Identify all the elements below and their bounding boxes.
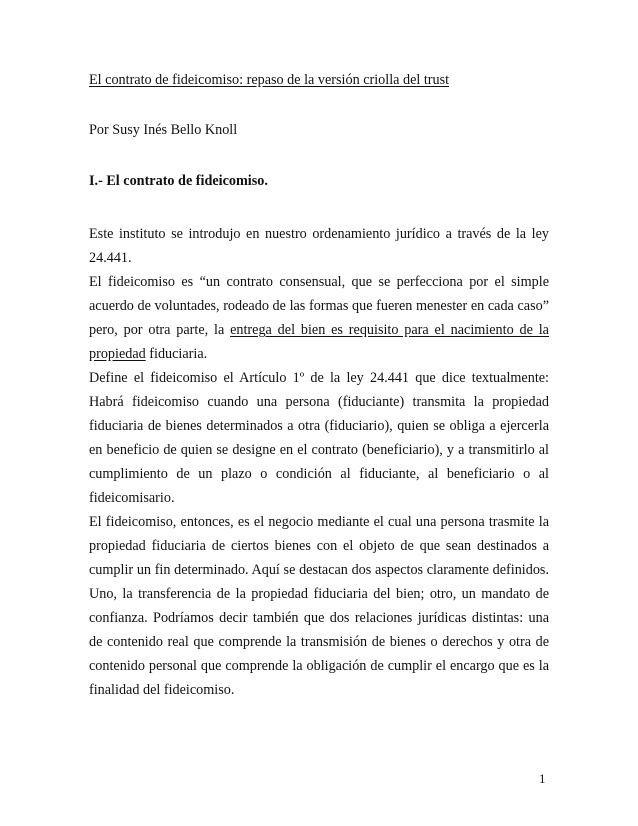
body-text bbox=[89, 222, 549, 702]
paragraph-2 bbox=[89, 270, 549, 366]
paragraph-2-text-start: El fideicomiso es “un contrato consensual, que se perfecciona por el simple acuerdo de voluntades, rodeado de las formas que fueren menester en cada caso” pero, por otra parte, la bbox=[89, 274, 549, 338]
author-line: Por Susy Inés Bello Knoll bbox=[89, 122, 238, 138]
page-number: 1 bbox=[539, 771, 546, 786]
paragraph-4: El fideicomiso, entonces, es el negocio mediante el cual una persona trasmite la propiedad fiduciaria de ciertos bienes con el objeto de que sean destinados a cumplir un fin determinado. Aquí se destacan dos aspectos claramente definidos. Uno, la transferencia de la propiedad fiduciaria del bien; otro, un mandato de confianza. Podríamos decir también que dos relaciones jurídicas distintas: una de contenido real que comprende la transmisión de bienes o derechos y otra de contenido personal que comprende la obligación de cumplir el encargo que es la finalidad del fideicomiso. bbox=[89, 514, 549, 698]
paragraph-1: Este instituto se introdujo en nuestro ordenamiento jurídico a través de la ley 24.441. bbox=[89, 226, 549, 266]
underlined-phrase: entrega del bien es requisito para el nacimiento de la propiedad bbox=[89, 322, 549, 362]
paragraph-3: Define el fideicomiso el Artículo 1º de la ley 24.441 que dice textualmente: Habrá fideicomiso cuando una persona (fiduciante) transmita la propiedad fiduciaria de bienes determinados a otra (fiduciario), quien se obliga a ejercerla en beneficio de quien se designe en el contrato (beneficiario), y a transmitirlo al cumplimiento de un plazo o condición al fiduciante, al beneficiario o al fideicomisario. bbox=[89, 370, 549, 506]
document-title: El contrato de fideicomiso: repaso de la versión criolla del trust bbox=[89, 72, 450, 88]
section-heading: I.- El contrato de fideicomiso. bbox=[89, 173, 268, 189]
paragraph-2-text-end: fiduciaria. bbox=[145, 346, 208, 362]
